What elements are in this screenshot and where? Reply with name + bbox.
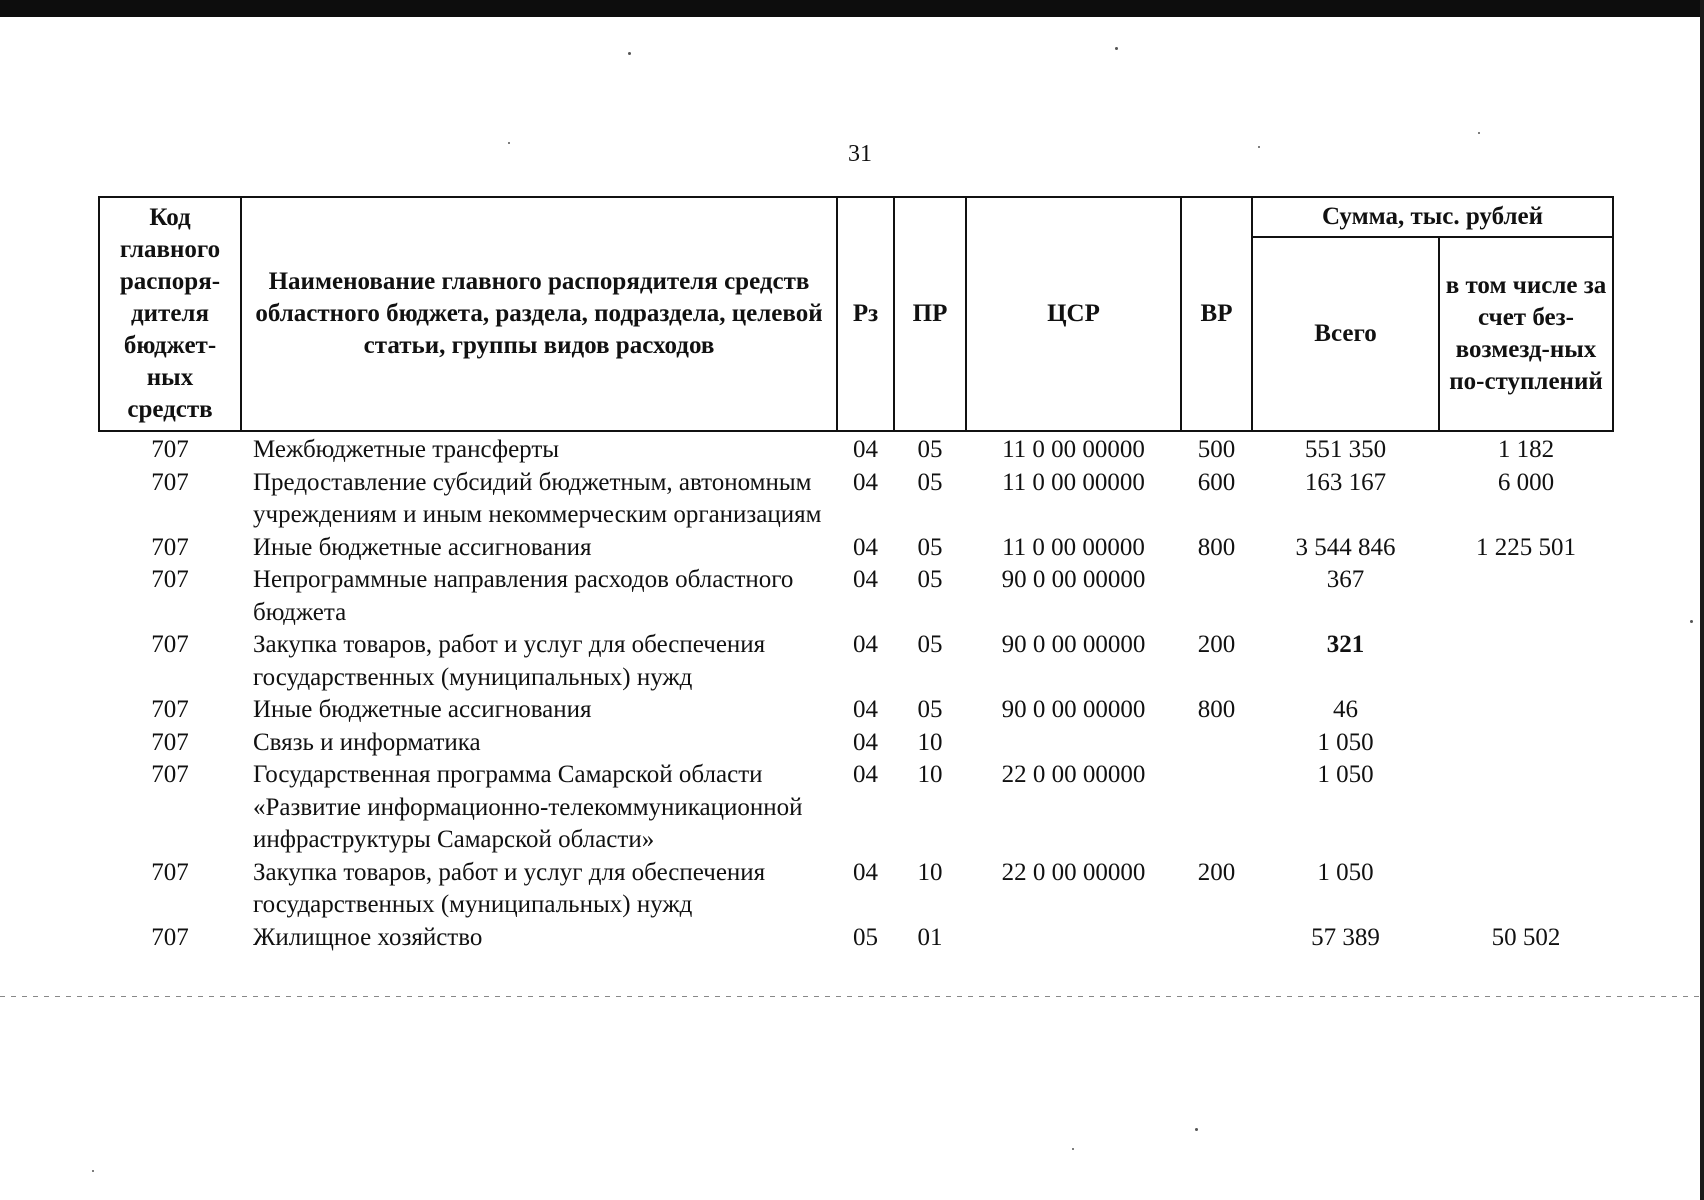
- cell-name: Непрограммные направления расходов областного бюджета: [253, 566, 794, 626]
- cell-incl: 50 502: [1491, 923, 1561, 951]
- table-row: [99, 532, 1613, 565]
- cell-total: 321: [1326, 631, 1365, 658]
- cell-csr: 11 0 00 00000: [1002, 436, 1145, 463]
- table-header: [99, 197, 1613, 431]
- cell-pr: 01: [917, 923, 943, 951]
- cell-rz: 04: [853, 533, 878, 561]
- cell-total: 551 350: [1304, 436, 1387, 463]
- cell-csr: 22 0 00 00000: [1001, 858, 1146, 886]
- cell-pr: 05: [917, 468, 943, 496]
- table-row: [99, 629, 1613, 694]
- header-rz: Рз: [837, 197, 894, 431]
- table-row: [99, 922, 1613, 955]
- cell-incl: 1 225 501: [1476, 533, 1576, 561]
- cell-csr: 22 0 00 00000: [1001, 761, 1146, 788]
- cell-name: Иные бюджетные ассигнования: [253, 533, 592, 561]
- scan-speck: [92, 1170, 94, 1172]
- cell-pr: 05: [917, 533, 943, 561]
- cell-name: Межбюджетные трансферты: [253, 436, 560, 463]
- scan-right-edge: [1700, 0, 1704, 1200]
- cell-name: Жилищное хозяйство: [253, 923, 483, 951]
- header-name: Наименование главного распорядителя средств областного бюджета, раздела, подраздела, целевой статьи, группы видов расходов: [241, 197, 837, 431]
- cell-code: 707: [151, 761, 189, 788]
- cell-name: Государственная программа Самарской области «Развитие информационно-телекоммуникационной инфраструктуры Самарской области»: [253, 761, 803, 853]
- cell-name: Предоставление субсидий бюджетным, автономным учреждениям и иным некоммерческим организациям: [253, 468, 822, 528]
- cell-code: 707: [151, 858, 189, 886]
- scan-speck: [1690, 620, 1693, 623]
- table-row: [99, 431, 1613, 467]
- header-code: Код главного распоря-дителя бюджет-ных средств: [99, 197, 241, 431]
- header-csr: ЦСР: [966, 197, 1181, 431]
- cell-pr: 10: [917, 761, 943, 788]
- cell-rz: 04: [853, 468, 878, 496]
- cell-rz: 04: [853, 858, 878, 886]
- cell-rz: 04: [853, 728, 878, 756]
- scan-fold-line: [0, 996, 1704, 997]
- cell-vr: 200: [1197, 858, 1236, 886]
- page-number: 31: [848, 141, 872, 167]
- cell-total: 3 544 846: [1295, 533, 1396, 561]
- cell-incl: [1439, 564, 1613, 629]
- scan-speck: [508, 142, 510, 144]
- cell-incl: 6 000: [1497, 468, 1555, 496]
- scan-speck: [1115, 47, 1118, 50]
- table-body: [99, 431, 1613, 954]
- budget-table: [98, 196, 1614, 954]
- cell-vr: [1181, 727, 1252, 760]
- scan-speck: [1258, 146, 1260, 148]
- cell-total: 1 050: [1317, 728, 1374, 756]
- cell-vr: 500: [1197, 436, 1236, 463]
- header-sum-group: Сумма, тыс. рублей: [1252, 197, 1613, 237]
- cell-name: Связь и информатика: [253, 728, 481, 756]
- cell-total: 1 050: [1317, 858, 1374, 886]
- table-row: [99, 564, 1613, 629]
- cell-pr: 10: [917, 858, 943, 886]
- cell-total: 1 050: [1317, 761, 1374, 788]
- cell-incl: 1 182: [1497, 436, 1555, 463]
- cell-csr: [966, 922, 1181, 955]
- cell-total: 57 389: [1311, 923, 1380, 951]
- cell-code: 707: [151, 696, 189, 723]
- cell-incl: [1439, 857, 1613, 922]
- scan-speck: [1195, 1128, 1198, 1131]
- cell-code: 707: [151, 468, 189, 496]
- cell-code: 707: [151, 728, 189, 756]
- cell-vr: [1181, 564, 1252, 629]
- cell-incl: [1439, 727, 1613, 760]
- cell-incl: [1439, 694, 1613, 727]
- cell-csr: 11 0 00 00000: [1002, 468, 1145, 496]
- cell-incl: [1439, 629, 1613, 694]
- cell-pr: 05: [917, 631, 943, 658]
- cell-vr: [1181, 759, 1252, 857]
- cell-vr: [1181, 922, 1252, 955]
- cell-vr: 800: [1197, 696, 1236, 723]
- table-row: [99, 857, 1613, 922]
- cell-rz: 04: [853, 631, 878, 658]
- cell-name: Иные бюджетные ассигнования: [253, 696, 592, 723]
- cell-incl: [1439, 759, 1613, 857]
- cell-vr: 800: [1197, 533, 1236, 561]
- scan-speck: [1072, 1148, 1074, 1150]
- cell-rz: 04: [853, 566, 878, 593]
- table-row: [99, 759, 1613, 857]
- cell-total: 46: [1333, 696, 1358, 723]
- cell-rz: 04: [853, 436, 878, 463]
- table-row: [99, 727, 1613, 760]
- cell-total: 163 167: [1304, 468, 1387, 496]
- cell-pr: 05: [917, 436, 943, 463]
- cell-name: Закупка товаров, работ и услуг для обеспечения государственных (муниципальных) нужд: [253, 631, 766, 691]
- cell-csr: 90 0 00 00000: [1001, 631, 1146, 658]
- cell-csr: [966, 727, 1181, 760]
- header-pr: ПР: [894, 197, 966, 431]
- header-total: Всего: [1252, 237, 1439, 431]
- header-incl: в том числе за счет без-возмезд-ных по-ступлений: [1439, 237, 1613, 431]
- table-row: [99, 694, 1613, 727]
- header-vr: ВР: [1181, 197, 1252, 431]
- table-row: [99, 467, 1613, 532]
- cell-pr: 05: [917, 566, 943, 593]
- cell-total: 367: [1326, 566, 1365, 593]
- cell-code: 707: [151, 631, 189, 658]
- cell-code: 707: [151, 533, 189, 561]
- scan-top-border: [0, 0, 1704, 17]
- scan-speck: [628, 52, 631, 55]
- cell-name: Закупка товаров, работ и услуг для обеспечения государственных (муниципальных) нужд: [253, 858, 766, 918]
- cell-rz: 04: [853, 761, 878, 788]
- cell-csr: 90 0 00 00000: [1001, 696, 1146, 723]
- scan-speck: [1478, 132, 1480, 134]
- cell-code: 707: [151, 923, 189, 951]
- cell-code: 707: [151, 566, 189, 593]
- cell-rz: 05: [853, 923, 878, 951]
- cell-csr: 11 0 00 00000: [1002, 533, 1145, 561]
- cell-code: 707: [151, 436, 189, 463]
- cell-vr: 600: [1197, 468, 1236, 496]
- cell-rz: 04: [853, 696, 878, 723]
- cell-vr: 200: [1197, 631, 1236, 658]
- cell-pr: 05: [917, 696, 943, 723]
- cell-csr: 90 0 00 00000: [1001, 566, 1146, 593]
- cell-pr: 10: [917, 728, 943, 756]
